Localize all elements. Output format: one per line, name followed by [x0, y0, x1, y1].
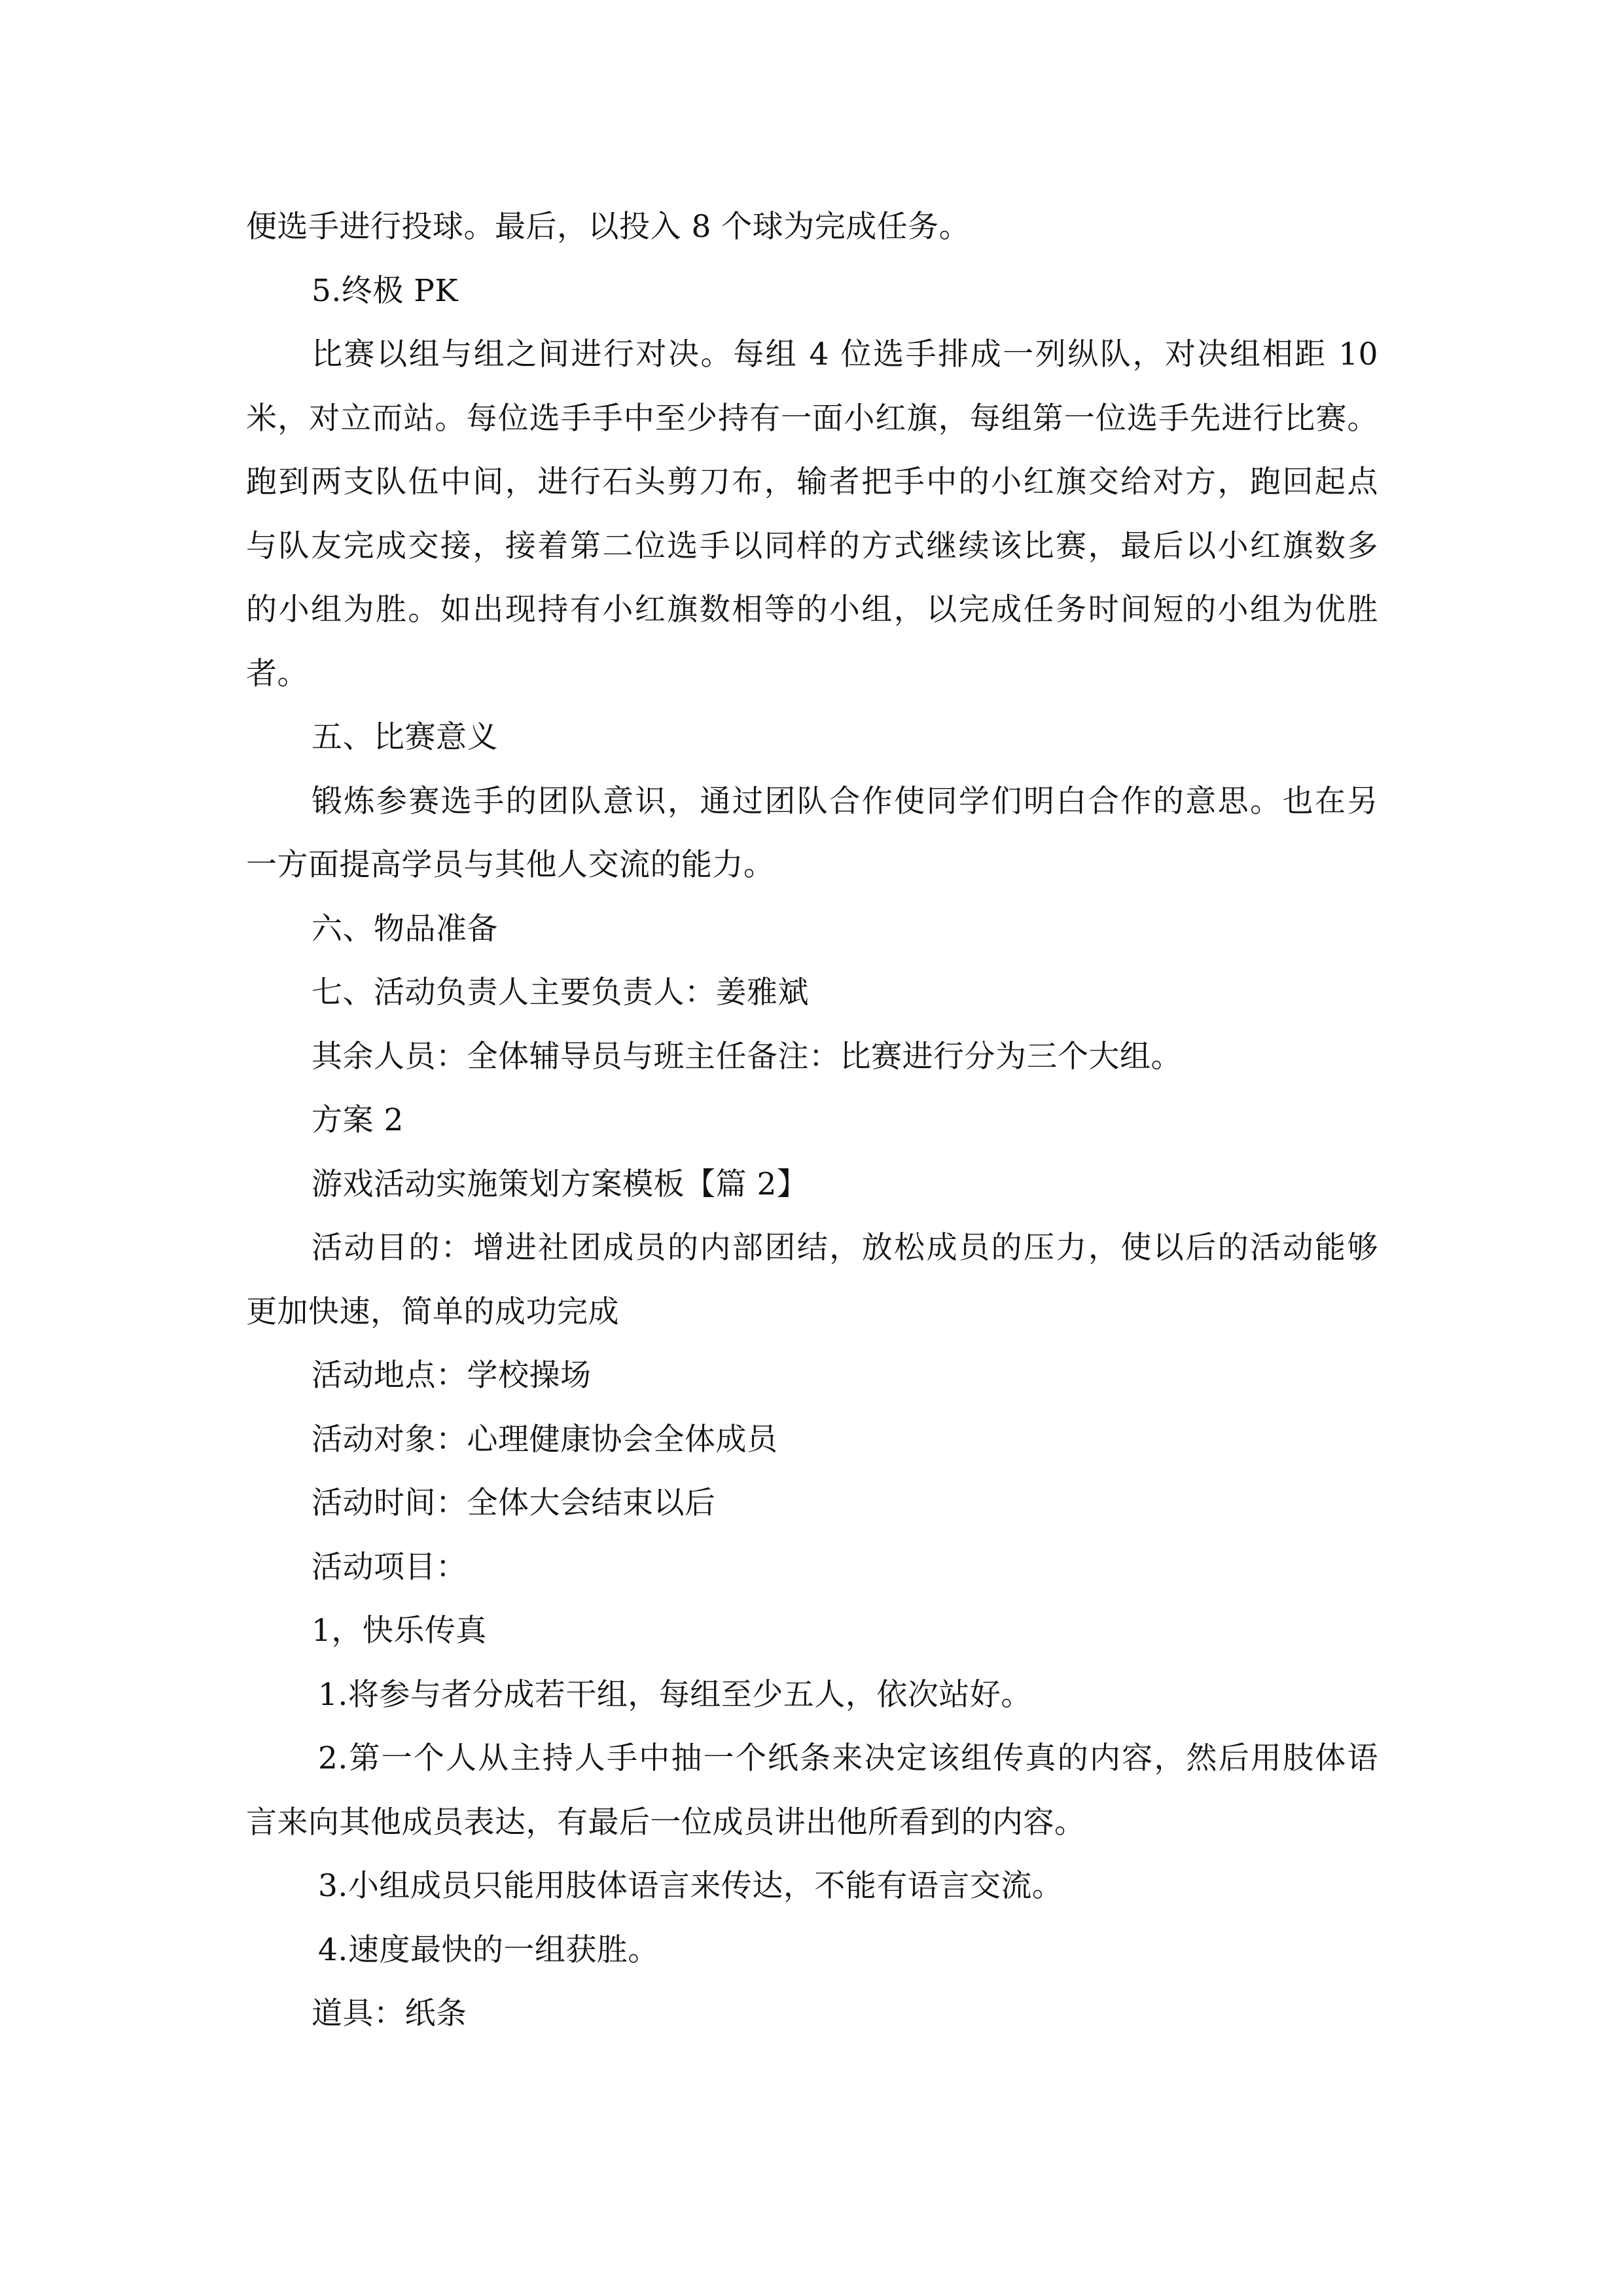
- section-heading: 七、活动负责人主要负责人：姜雅斌: [312, 975, 809, 1011]
- text-line: 活动项目：: [312, 1549, 467, 1585]
- section-heading: 六、物品准备: [312, 910, 498, 947]
- section-heading: 五、比赛意义: [312, 719, 498, 755]
- text-line: 其余人员：全体辅导员与班主任备注：比赛进行分为三个大组。: [312, 1038, 1182, 1075]
- text-line: 比赛以组与组之间进行对决。每组 4 位选手排成一列纵队，对决组相距 10: [312, 336, 1378, 372]
- text-line: 活动对象：心理健康协会全体成员: [312, 1421, 778, 1458]
- section-heading: 方案 2: [312, 1102, 404, 1138]
- text-line: 道具：纸条: [312, 1996, 467, 2032]
- text-line: 跑到两支队伍中间，进行石头剪刀布，输者把手中的小红旗交给对方，跑回起点: [246, 464, 1378, 500]
- text-line: 锻炼参赛选手的团队意识，通过团队合作使同学们明白合作的意思。也在另: [312, 783, 1378, 819]
- text-line: 与队友完成交接，接着第二位选手以同样的方式继续该比赛，最后以小红旗数多: [246, 528, 1378, 564]
- list-item: 1.将参与者分成若干组，每组至少五人，依次站好。: [318, 1676, 1032, 1713]
- text-line: 活动目的：增进社团成员的内部团结，放松成员的压力，使以后的活动能够: [312, 1230, 1378, 1266]
- text-line: 的小组为胜。如出现持有小红旗数相等的小组，以完成任务时间短的小组为优胜: [246, 592, 1378, 628]
- list-item: 4.速度最快的一组获胜。: [318, 1931, 659, 1968]
- text-line: 更加快速，简单的成功完成: [246, 1293, 619, 1330]
- document-body: [246, 195, 1378, 2046]
- section-heading: 1，快乐传真: [312, 1613, 487, 1649]
- text-line: 活动地点：学校操场: [312, 1357, 592, 1393]
- text-line: 米，对立而站。每位选手手中至少持有一面小红旗，每组第一位选手先进行比赛。: [246, 400, 1378, 437]
- section-heading: 游戏活动实施策划方案模板【篇 2】: [312, 1166, 808, 1202]
- section-heading: 5.终极 PK: [312, 272, 459, 309]
- text-line: 言来向其他成员表达，有最后一位成员讲出他所看到的内容。: [246, 1804, 1086, 1840]
- text-line: 便选手进行投球。最后，以投入 8 个球为完成任务。: [246, 209, 971, 245]
- list-item: 2.第一个人从主持人手中抽一个纸条来决定该组传真的内容，然后用肢体语: [318, 1740, 1378, 1776]
- list-item: 3.小组成员只能用肢体语言来传达，不能有语言交流。: [318, 1868, 1063, 1904]
- text-line: 活动时间：全体大会结束以后: [312, 1485, 716, 1521]
- text-line: 者。: [246, 655, 308, 692]
- text-line: 一方面提高学员与其他人交流的能力。: [246, 847, 775, 883]
